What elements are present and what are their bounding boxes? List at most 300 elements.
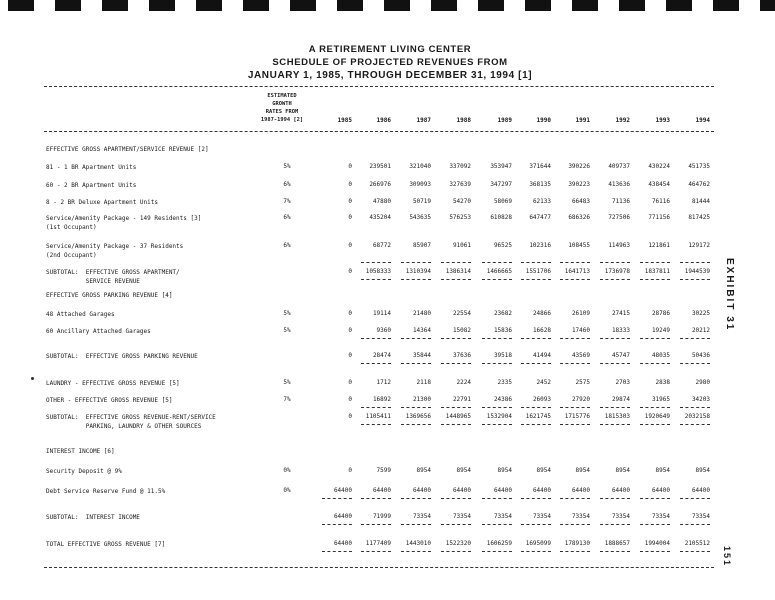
value-cell: 27415: [611, 310, 630, 317]
underline: [441, 363, 471, 364]
underline: [560, 407, 590, 408]
value-cell: 14364: [412, 327, 431, 334]
value-cell: 73354: [691, 513, 710, 520]
section-interest-income: INTEREST INCOME [6]: [46, 448, 115, 455]
value-cell: 0: [348, 214, 352, 221]
row-label: 60 - 2 BR Apartment Units: [46, 182, 137, 189]
value-cell: 24866: [532, 310, 551, 317]
value-cell: 371644: [529, 163, 551, 170]
value-cell: 390226: [568, 163, 590, 170]
value-cell: 337092: [449, 163, 471, 170]
growth-rate: 5%: [283, 379, 291, 386]
value-cell: 50436: [691, 352, 710, 359]
value-cell: 1310394: [405, 268, 431, 275]
underline: [640, 524, 670, 525]
underline: [361, 338, 391, 339]
value-cell: 1695099: [525, 540, 551, 547]
header-rule: [44, 131, 714, 132]
underline: [482, 338, 512, 339]
underline: [521, 551, 551, 552]
value-cell: 1386314: [445, 268, 471, 275]
value-cell: 2980: [695, 379, 710, 386]
value-cell: 1177409: [365, 540, 391, 547]
value-cell: 413636: [608, 181, 630, 188]
exhibit-label: EXHIBIT 31: [724, 258, 735, 332]
value-cell: 0: [348, 467, 352, 474]
value-cell: 64400: [333, 513, 352, 520]
margin-dot: [31, 377, 34, 380]
value-cell: 85907: [412, 242, 431, 249]
underline: [441, 551, 471, 552]
underline: [441, 424, 471, 425]
value-cell: 353947: [490, 163, 512, 170]
underline: [640, 262, 670, 263]
growth-rate: 5%: [283, 327, 291, 334]
underline: [680, 524, 710, 525]
value-cell: 2118: [416, 379, 431, 386]
underline: [322, 551, 352, 552]
row-label: 48 Attached Garages: [46, 311, 115, 318]
underline: [401, 407, 431, 408]
value-cell: 16628: [532, 327, 551, 334]
growth-rate: 7%: [283, 396, 291, 403]
page-number: 151: [722, 546, 732, 568]
year-header: 1988: [456, 117, 471, 124]
feed-hole: [431, 0, 457, 11]
value-cell: 64400: [452, 487, 471, 494]
growth-header-line-2: GROWTH: [272, 101, 292, 107]
underline: [521, 279, 551, 280]
underline: [521, 363, 551, 364]
underline: [640, 279, 670, 280]
underline: [560, 363, 590, 364]
value-cell: 0: [348, 379, 352, 386]
section-parking-revenue: EFFECTIVE GROSS PARKING REVENUE [4]: [46, 292, 173, 299]
row-label: TOTAL EFFECTIVE GROSS REVENUE [7]: [46, 541, 166, 548]
value-cell: 64400: [333, 487, 352, 494]
value-cell: 91061: [452, 242, 471, 249]
underline: [401, 424, 431, 425]
year-header: 1992: [615, 117, 630, 124]
value-cell: 1532904: [486, 413, 512, 420]
underline: [482, 424, 512, 425]
value-cell: 2335: [497, 379, 512, 386]
underline: [680, 338, 710, 339]
underline: [600, 262, 630, 263]
value-cell: 1994004: [644, 540, 670, 547]
value-cell: 686326: [568, 214, 590, 221]
underline: [600, 551, 630, 552]
underline: [401, 279, 431, 280]
value-cell: 64400: [333, 540, 352, 547]
feed-hole: [149, 0, 175, 11]
value-cell: 28786: [651, 310, 670, 317]
value-cell: 71136: [611, 198, 630, 205]
underline: [600, 498, 630, 499]
value-cell: 409737: [608, 163, 630, 170]
growth-header-line-3: RATES FROM: [265, 109, 299, 115]
underline: [640, 498, 670, 499]
year-header: 1990: [536, 117, 551, 124]
value-cell: 64400: [611, 487, 630, 494]
underline: [482, 279, 512, 280]
value-cell: 1551706: [525, 268, 551, 275]
value-cell: 73354: [571, 513, 590, 520]
value-cell: 1789130: [564, 540, 590, 547]
value-cell: 390223: [568, 181, 590, 188]
bottom-rule: [44, 567, 714, 568]
underline: [680, 424, 710, 425]
underline: [521, 524, 551, 525]
value-cell: 62133: [532, 198, 551, 205]
feed-hole: [525, 0, 551, 11]
top-rule: [44, 86, 714, 87]
value-cell: 26109: [571, 310, 590, 317]
value-cell: 64400: [493, 487, 512, 494]
value-cell: 1105411: [365, 413, 391, 420]
growth-rate: 7%: [283, 198, 291, 205]
value-cell: 19249: [651, 327, 670, 334]
value-cell: 19114: [372, 310, 391, 317]
year-header: 1986: [376, 117, 391, 124]
value-cell: 8954: [536, 467, 551, 474]
underline: [482, 524, 512, 525]
value-cell: 2224: [456, 379, 471, 386]
value-cell: 610828: [490, 214, 512, 221]
row-label: SUBTOTAL: EFFECTIVE GROSS PARKING REVENUE: [46, 353, 198, 360]
value-cell: 22791: [452, 396, 471, 403]
value-cell: 96525: [493, 242, 512, 249]
value-cell: 34203: [691, 396, 710, 403]
value-cell: 41494: [532, 352, 551, 359]
underline: [361, 262, 391, 263]
underline: [680, 262, 710, 263]
underline: [322, 524, 352, 525]
row-label: 60 Ancillary Attached Garages: [46, 328, 151, 335]
value-cell: 0: [348, 198, 352, 205]
underline: [482, 551, 512, 552]
year-header: 1985: [337, 117, 352, 124]
value-cell: 0: [348, 352, 352, 359]
value-cell: 68772: [372, 242, 391, 249]
underline: [560, 551, 590, 552]
value-cell: 309093: [409, 181, 431, 188]
value-cell: 1058333: [365, 268, 391, 275]
value-cell: 21300: [412, 396, 431, 403]
value-cell: 31965: [651, 396, 670, 403]
value-cell: 2105512: [684, 540, 710, 547]
value-cell: 48035: [651, 352, 670, 359]
value-cell: 8954: [416, 467, 431, 474]
value-cell: 266976: [369, 181, 391, 188]
value-cell: 7599: [376, 467, 391, 474]
value-cell: 24386: [493, 396, 512, 403]
value-cell: 647477: [529, 214, 551, 221]
year-header: 1989: [497, 117, 512, 124]
value-cell: 16892: [372, 396, 391, 403]
underline: [401, 498, 431, 499]
underline: [361, 279, 391, 280]
value-cell: 0: [348, 268, 352, 275]
value-cell: 27920: [571, 396, 590, 403]
value-cell: 8954: [615, 467, 630, 474]
value-cell: 727506: [608, 214, 630, 221]
underline: [401, 262, 431, 263]
underline: [441, 524, 471, 525]
title-line-2: SCHEDULE OF PROJECTED REVENUES FROM: [272, 57, 508, 68]
value-cell: 64400: [372, 487, 391, 494]
feed-hole: [196, 0, 222, 11]
row-label: 8 - 2 BR Deluxe Apartment Units: [46, 199, 158, 206]
value-cell: 21480: [412, 310, 431, 317]
underline: [560, 424, 590, 425]
feed-hole: [619, 0, 645, 11]
value-cell: 576253: [449, 214, 471, 221]
value-cell: 30225: [691, 310, 710, 317]
value-cell: 368135: [529, 181, 551, 188]
value-cell: 817425: [688, 214, 710, 221]
feed-hole: [572, 0, 598, 11]
value-cell: 2575: [575, 379, 590, 386]
feed-hole: [8, 0, 34, 11]
value-cell: 29874: [611, 396, 630, 403]
value-cell: 1920649: [644, 413, 670, 420]
underline: [361, 498, 391, 499]
value-cell: 114963: [608, 242, 630, 249]
value-cell: 1369656: [405, 413, 431, 420]
value-cell: 8954: [695, 467, 710, 474]
value-cell: 35844: [412, 352, 431, 359]
row-label: Security Deposit @ 9%: [46, 468, 122, 475]
value-cell: 1888657: [604, 540, 630, 547]
feed-hole: [666, 0, 692, 11]
growth-rate: 6%: [283, 214, 291, 221]
value-cell: 73354: [452, 513, 471, 520]
value-cell: 64400: [571, 487, 590, 494]
value-cell: 1641713: [564, 268, 590, 275]
value-cell: 64400: [412, 487, 431, 494]
value-cell: 8954: [497, 467, 512, 474]
row-label: OTHER - EFFECTIVE GROSS REVENUE [5]: [46, 397, 173, 404]
value-cell: 1522320: [445, 540, 471, 547]
value-cell: 54270: [452, 198, 471, 205]
value-cell: 15836: [493, 327, 512, 334]
value-cell: 1837811: [644, 268, 670, 275]
underline: [680, 551, 710, 552]
value-cell: 435204: [369, 214, 391, 221]
underline: [560, 338, 590, 339]
underline: [560, 262, 590, 263]
value-cell: 39518: [493, 352, 512, 359]
feed-hole: [102, 0, 128, 11]
underline: [600, 363, 630, 364]
value-cell: 129172: [688, 242, 710, 249]
underline: [640, 363, 670, 364]
growth-rate-header: [246, 92, 318, 124]
value-cell: 0: [348, 181, 352, 188]
value-cell: 8954: [456, 467, 471, 474]
value-cell: 22554: [452, 310, 471, 317]
value-cell: 464762: [688, 181, 710, 188]
feed-hole: [384, 0, 410, 11]
growth-header-line-4: 1987-1994 [2]: [260, 117, 304, 123]
year-header: 1991: [575, 117, 590, 124]
value-cell: 28474: [372, 352, 391, 359]
value-cell: 18333: [611, 327, 630, 334]
growth-rate: 0%: [283, 467, 291, 474]
value-cell: 8954: [655, 467, 670, 474]
year-header: 1994: [695, 117, 710, 124]
value-cell: 64400: [532, 487, 551, 494]
value-cell: 321040: [409, 163, 431, 170]
value-cell: 64400: [651, 487, 670, 494]
feed-hole: [713, 0, 739, 11]
feed-hole: [55, 0, 81, 11]
value-cell: 58069: [493, 198, 512, 205]
feed-hole: [478, 0, 504, 11]
value-cell: 73354: [412, 513, 431, 520]
row-label: Service/Amenity Package - 37 Residents (2nd Occupant): [46, 243, 184, 259]
value-cell: 1448965: [445, 413, 471, 420]
underline: [441, 407, 471, 408]
growth-rate: 6%: [283, 181, 291, 188]
section-apartment-revenue: EFFECTIVE GROSS APARTMENT/SERVICE REVENUE [2]: [46, 146, 209, 153]
value-cell: 0: [348, 327, 352, 334]
value-cell: 15082: [452, 327, 471, 334]
value-cell: 0: [348, 396, 352, 403]
value-cell: 81444: [691, 198, 710, 205]
value-cell: 1443010: [405, 540, 431, 547]
growth-header-line-1: ESTIMATED: [267, 93, 297, 99]
underline: [322, 498, 352, 499]
value-cell: 20212: [691, 327, 710, 334]
value-cell: 73354: [651, 513, 670, 520]
value-cell: 121861: [648, 242, 670, 249]
growth-rate: 5%: [283, 163, 291, 170]
value-cell: 1606259: [486, 540, 512, 547]
value-cell: 66483: [571, 198, 590, 205]
value-cell: 1815303: [604, 413, 630, 420]
underline: [560, 524, 590, 525]
underline: [640, 551, 670, 552]
underline: [680, 407, 710, 408]
growth-rate: 6%: [283, 242, 291, 249]
underline: [361, 524, 391, 525]
feed-hole: [760, 0, 775, 11]
value-cell: 451735: [688, 163, 710, 170]
underline: [482, 498, 512, 499]
row-label: SUBTOTAL: INTEREST INCOME: [46, 514, 140, 521]
value-cell: 47880: [372, 198, 391, 205]
value-cell: 327639: [449, 181, 471, 188]
underline: [600, 524, 630, 525]
feed-hole: [337, 0, 363, 11]
underline: [560, 498, 590, 499]
growth-rate: 0%: [283, 487, 291, 494]
value-cell: 43569: [571, 352, 590, 359]
underline: [600, 424, 630, 425]
underline: [441, 262, 471, 263]
value-cell: 0: [348, 413, 352, 420]
underline: [521, 498, 551, 499]
underline: [482, 407, 512, 408]
underline: [361, 407, 391, 408]
underline: [521, 424, 551, 425]
value-cell: 1466665: [486, 268, 512, 275]
value-cell: 0: [348, 163, 352, 170]
underline: [482, 363, 512, 364]
value-cell: 26093: [532, 396, 551, 403]
value-cell: 9360: [376, 327, 391, 334]
row-label: Service/Amenity Package - 149 Residents [3] (1st Occupant): [46, 215, 202, 231]
row-label: SUBTOTAL: EFFECTIVE GROSS REVENUE-RENT/SERVICE PARKING, LAUNDRY & OTHER SOURCES: [46, 414, 216, 430]
underline: [441, 338, 471, 339]
row-label: SUBTOTAL: EFFECTIVE GROSS APARTMENT/ SERVICE REVENUE: [46, 269, 180, 285]
value-cell: 0: [348, 310, 352, 317]
underline: [441, 279, 471, 280]
underline: [401, 551, 431, 552]
feed-hole: [290, 0, 316, 11]
value-cell: 2838: [655, 379, 670, 386]
row-label: Debt Service Reserve Fund @ 11.5%: [46, 488, 166, 495]
value-cell: 45747: [611, 352, 630, 359]
row-label: LAUNDRY - EFFECTIVE GROSS REVENUE [5]: [46, 380, 180, 387]
underline: [401, 524, 431, 525]
underline: [441, 498, 471, 499]
year-header: 1987: [416, 117, 431, 124]
underline: [361, 551, 391, 552]
value-cell: 1621745: [525, 413, 551, 420]
value-cell: 71999: [372, 513, 391, 520]
underline: [640, 338, 670, 339]
underline: [361, 424, 391, 425]
value-cell: 2452: [536, 379, 551, 386]
underline: [600, 338, 630, 339]
value-cell: 102316: [529, 242, 551, 249]
value-cell: 1715776: [564, 413, 590, 420]
underline: [521, 338, 551, 339]
value-cell: 73354: [611, 513, 630, 520]
title-line-3: JANUARY 1, 1985, THROUGH DECEMBER 31, 1994 [1]: [247, 70, 533, 81]
feed-hole: [243, 0, 269, 11]
underline: [640, 407, 670, 408]
underline: [482, 262, 512, 263]
value-cell: 438454: [648, 181, 670, 188]
underline: [680, 279, 710, 280]
value-cell: 543635: [409, 214, 431, 221]
value-cell: 17460: [571, 327, 590, 334]
underline: [560, 279, 590, 280]
value-cell: 1944539: [684, 268, 710, 275]
underline: [521, 262, 551, 263]
underline: [640, 424, 670, 425]
underline: [600, 279, 630, 280]
value-cell: 108455: [568, 242, 590, 249]
underline: [361, 363, 391, 364]
value-cell: 1712: [376, 379, 391, 386]
value-cell: 73354: [532, 513, 551, 520]
value-cell: 50719: [412, 198, 431, 205]
year-header: 1993: [655, 117, 670, 124]
value-cell: 0: [348, 242, 352, 249]
title-line-1: A RETIREMENT LIVING CENTER: [308, 44, 472, 55]
underline: [680, 363, 710, 364]
growth-rate: 5%: [283, 310, 291, 317]
value-cell: 76116: [651, 198, 670, 205]
underline: [600, 407, 630, 408]
value-cell: 37636: [452, 352, 471, 359]
value-cell: 239501: [369, 163, 391, 170]
